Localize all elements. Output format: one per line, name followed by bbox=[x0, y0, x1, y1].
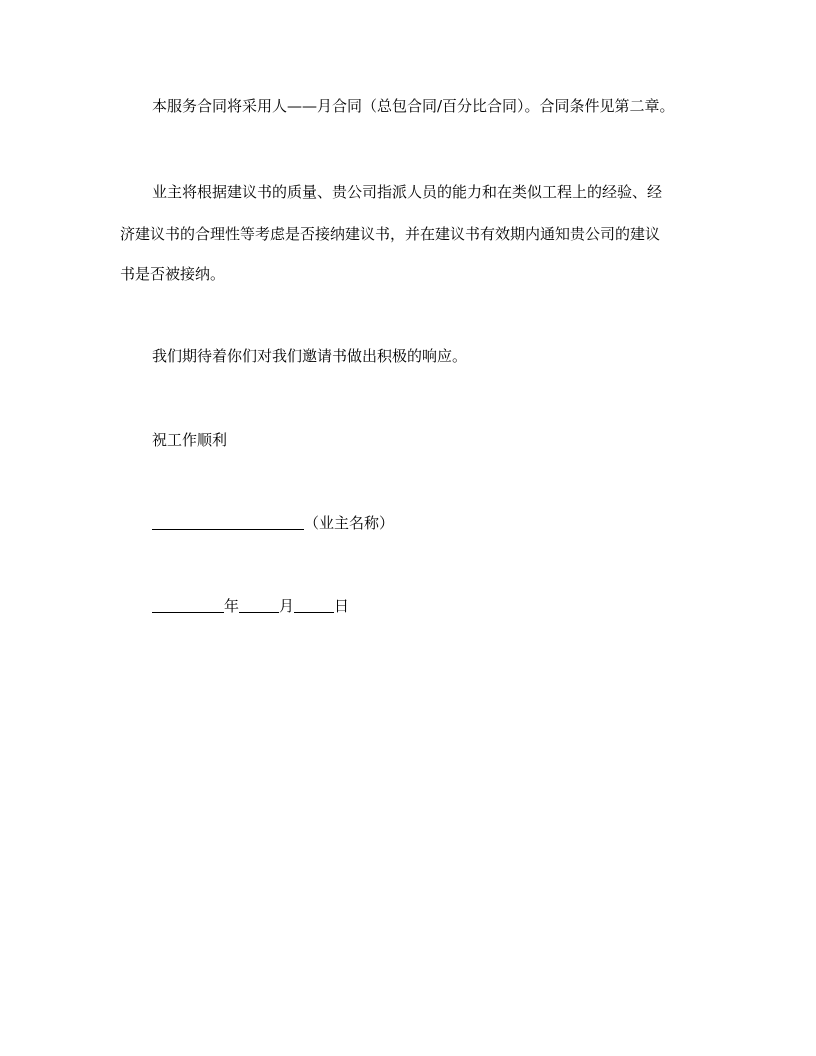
day-blank bbox=[294, 596, 334, 613]
year-blank bbox=[152, 596, 224, 613]
month-blank bbox=[239, 596, 279, 613]
closing-greeting: 祝工作顺利 bbox=[152, 431, 228, 449]
response-paragraph: 我们期待着你们对我们邀请书做出积极的响应。 bbox=[152, 347, 468, 365]
selection-paragraph-line-1: 业主将根据建议书的质量、贵公司指派人员的能力和在类似工程上的经验、经 bbox=[152, 183, 663, 201]
owner-signature-line bbox=[152, 513, 700, 533]
selection-paragraph-line-3: 书是否被接纳。 bbox=[120, 265, 226, 283]
owner-name-blank bbox=[152, 513, 304, 530]
contract-type-paragraph: 本服务合同将采用人——月合同（总包合同/百分比合同）。合同条件见第二章。 bbox=[152, 97, 675, 115]
month-label: 月 bbox=[279, 597, 295, 615]
owner-name-label: （业主名称） bbox=[304, 514, 395, 532]
year-label: 年 bbox=[224, 597, 240, 615]
day-label: 日 bbox=[334, 597, 350, 615]
selection-paragraph-line-2: 济建议书的合理性等考虑是否接纳建议书，并在建议书有效期内通知贵公司的建议 bbox=[120, 225, 661, 243]
date-line bbox=[152, 596, 700, 616]
